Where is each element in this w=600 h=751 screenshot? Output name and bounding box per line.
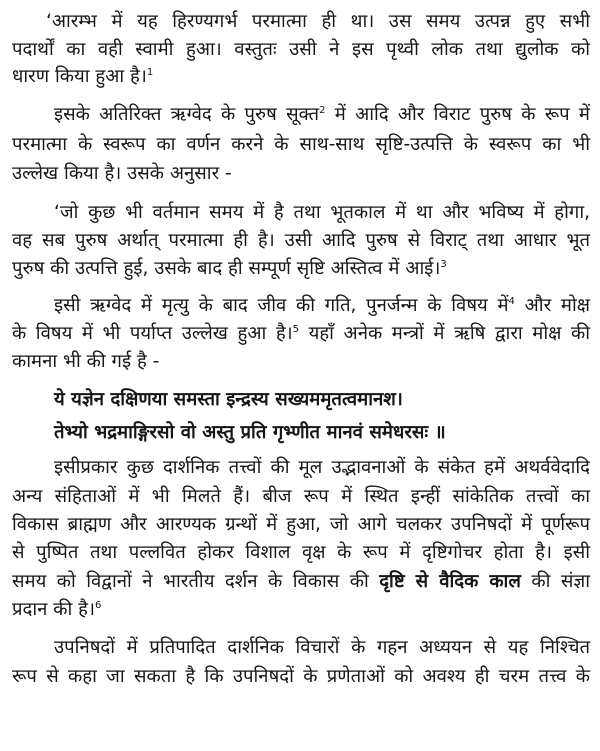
paragraph-5-line-5 bbox=[12, 569, 590, 595]
paragraph-2-line-1-rest: में आदि और विराट पुरुष के रूप में bbox=[325, 104, 590, 125]
footnote-ref-6: 6 bbox=[95, 599, 102, 611]
paragraph-1-line-3-text: धारण किया हुआ है। bbox=[12, 66, 147, 87]
paragraph-4-line-3: कामना भी की गई है - bbox=[12, 351, 160, 372]
paragraph-3-line-3-text: पुरुष की उत्पत्ति हुई, उसके बाद ही सम्पूर्ण सृष्टि अस्तित्व में आई। bbox=[12, 258, 441, 279]
paragraph-5-line-3: विकास ब्राह्मण और आरण्यक ग्रन्थों में हुआ, जो आगे चलकर उपनिषदों में पूर्णरूप bbox=[12, 514, 590, 535]
paragraph-4-line-2 bbox=[12, 321, 590, 347]
paragraph-2-line-1 bbox=[54, 102, 590, 128]
paragraph-5-line-5-text: समय को विद्वानों ने भारतीय दर्शन के विकास की bbox=[12, 571, 380, 592]
paragraph-1-line-1: ‘आरम्भ में यह हिरण्यगर्भ परमात्मा ही था। उस समय उत्पन्न हुए सभी bbox=[46, 11, 590, 32]
footnote-ref-5: 5 bbox=[292, 323, 300, 335]
paragraph-5-line-6-text: प्रदान की है। bbox=[12, 599, 96, 620]
footnote-ref-1: 1 bbox=[146, 66, 154, 78]
paragraph-3-line-1: ‘जो कुछ भी वर्तमान समय में है तथा भूतकाल में था और भविष्य में होगा, bbox=[54, 202, 590, 223]
paragraph-2-line-3: उल्लेख किया है। उसके अनुसार - bbox=[12, 163, 232, 184]
paragraph-6-line-1: उपनिषदों में प्रतिपादित दार्शनिक विचारों के गहन अध्ययन से यह निश्चित bbox=[54, 637, 590, 658]
paragraph-1-line-3 bbox=[12, 64, 590, 90]
paragraph-4-line-1 bbox=[54, 293, 590, 319]
paragraph-5-line-2: अन्य संहिताओं में भी मिलते हैं। बीज रूप में स्थित इन्हीं सांकेतिक तत्त्वों का bbox=[12, 486, 590, 507]
paragraph-5-line-1: इसीप्रकार कुछ दार्शनिक तत्त्वों की मूल उद्भावनाओं के संकेत हमें अथर्ववेदादि bbox=[54, 457, 590, 478]
verse-line-2: तेभ्यो भद्रमाङ्गिरसो वो अस्तु प्रति गृभ्णीत मानवं समेधरसः ॥ bbox=[54, 422, 446, 443]
footnote-ref-2: 2 bbox=[319, 104, 326, 116]
paragraph-3-line-2: वह सब पुरुष अर्थात् परमात्मा ही है। उसी आदि पुरुष से विराट् तथा आधार भूत bbox=[12, 230, 590, 251]
paragraph-5-line-6 bbox=[12, 597, 590, 623]
paragraph-3-line-3 bbox=[12, 256, 590, 282]
bold-phrase-vedic-kaal: दृष्टि से वैदिक काल bbox=[379, 571, 521, 592]
paragraph-4-line-1-rest: और मोक्ष bbox=[514, 295, 590, 316]
paragraph-4-line-2-rest: यहाँ अनेक मन्त्रों में ऋषि द्वारा मोक्ष की bbox=[299, 323, 590, 344]
paragraph-2-line-2: परमात्मा के स्वरूप का वर्णन करने के साथ-साथ सृष्टि-उत्पत्ति के स्वरूप का भी bbox=[12, 134, 590, 155]
footnote-ref-3: 3 bbox=[440, 258, 447, 270]
paragraph-6-line-2: रूप से कहा जा सकता है कि उपनिषदों के प्रणेताओं को अवश्य ही चरम तत्त्व के bbox=[12, 666, 590, 687]
paragraph-4-line-1-text: इसी ऋग्वेद में मृत्यु के बाद जीव की गति, पुनर्जन्म के विषय में bbox=[54, 295, 509, 316]
verse-line-1: ये यज्ञेन दक्षिणया समस्ता इन्द्रस्य सख्यममृतत्वमानश। bbox=[54, 389, 403, 410]
paragraph-5-line-4: से पुष्पित तथा पल्लवित होकर विशाल वृक्ष के रूप में दृष्टिगोचर होता है। इसी bbox=[12, 542, 590, 563]
paragraph-4-line-2-text: के विषय में भी पर्याप्त उल्लेख हुआ है। bbox=[12, 323, 293, 344]
footnote-ref-4: 4 bbox=[508, 295, 515, 307]
paragraph-2-line-1-text: इसके अतिरिक्त ऋग्वेद के पुरुष सूक्त bbox=[54, 104, 320, 125]
paragraph-5-line-5-rest: की संज्ञा bbox=[520, 571, 590, 592]
paragraph-1-line-2: पदार्थों का वही स्वामी हुआ। वस्तुतः उसी ने इस पृथ्वी लोक तथा द्युलोक को bbox=[12, 39, 590, 60]
